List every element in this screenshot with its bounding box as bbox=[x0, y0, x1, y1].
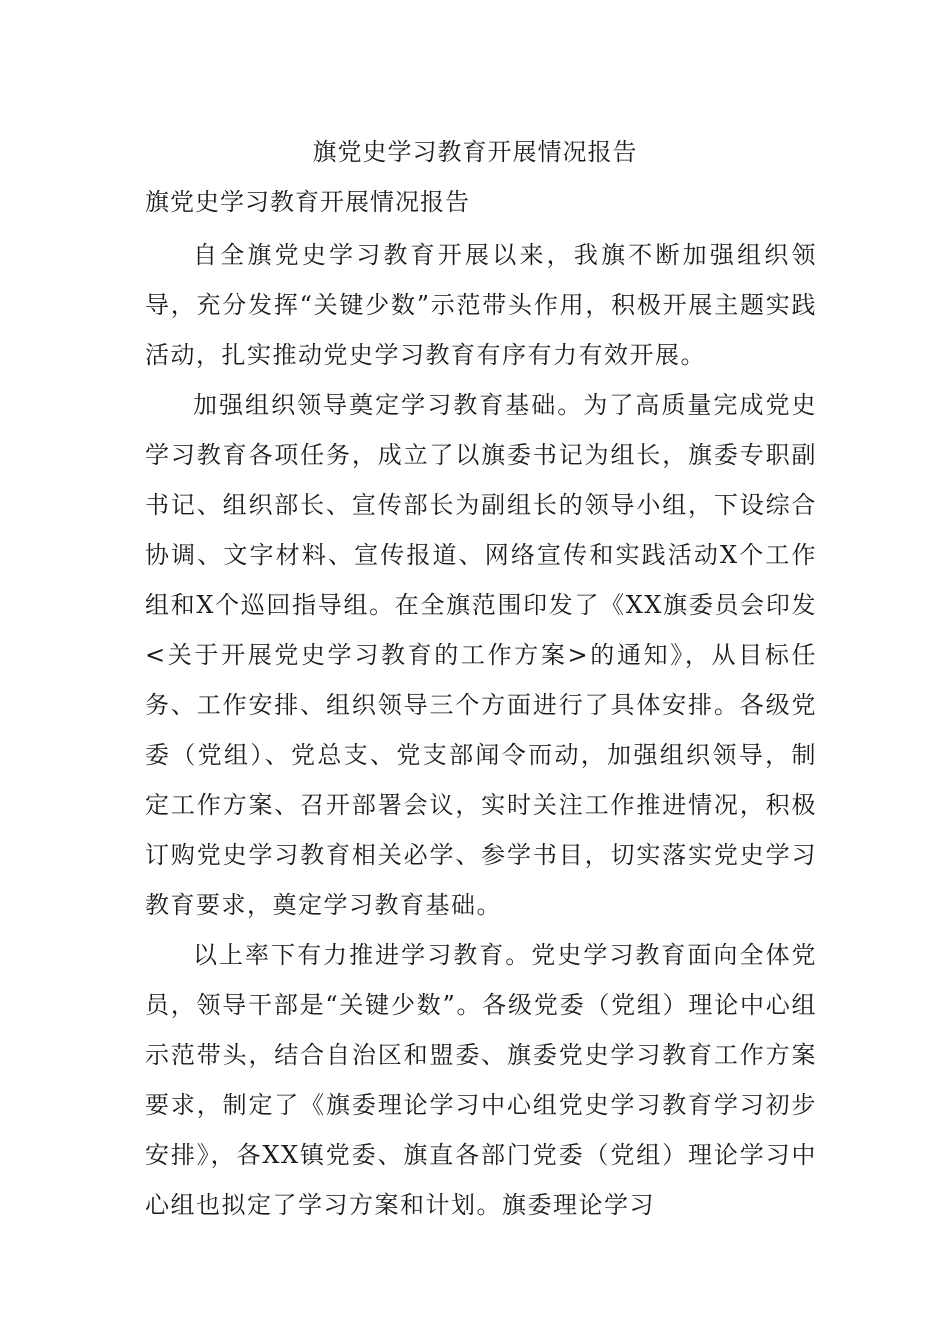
paragraph-organization: 加强组织领导奠定学习教育基础。为了高质量完成党史学习教育各项任务，成立了以旗委书记为组长，旗委专职副书记、组织部长、宣传部长为副组长的领导小组，下设综合协调、文字材料、宣传报道、网络宣传和实践活动X个工作组和X个巡回指导组。在全旗范围印发了《XX旗委员会印发<关于开展党史学习教育的工作方案>的通知》，从目标任务、工作安排、组织领导三个方面进行了具体安排。各级党委（党组）、党总支、党支部闻令而动，加强组织领导，制定工作方案、召开部署会议，实时关注工作推进情况，积极订购党史学习教育相关必学、参学书目，切实落实党史学习教育要求，奠定学习教育基础。 bbox=[145, 391, 817, 919]
paragraph-leadership: 以上率下有力推进学习教育。党史学习教育面向全体党员，领导干部是“关键少数”。各级党委（党组）理论中心组示范带头，结合自治区和盟委、旗委党史学习教育工作方案要求，制定了《旗委理论学习中心组党史学习教育学习初步安排》，各XX镇党委、旗直各部门党委（党组）理论学习中心组也拟定了学习方案和计划。旗委理论学习 bbox=[145, 941, 817, 1219]
paragraph-intro: 自全旗党史学习教育开展以来，我旗不断加强组织领导，充分发挥“关键少数”示范带头作用，积极开展主题实践活动，扎实推动党史学习教育有序有力有效开展。 bbox=[145, 241, 817, 369]
document-subtitle: 旗党史学习教育开展情况报告 bbox=[145, 188, 470, 216]
document-body bbox=[145, 230, 817, 1230]
document-title: 旗党史学习教育开展情况报告 bbox=[312, 138, 638, 166]
